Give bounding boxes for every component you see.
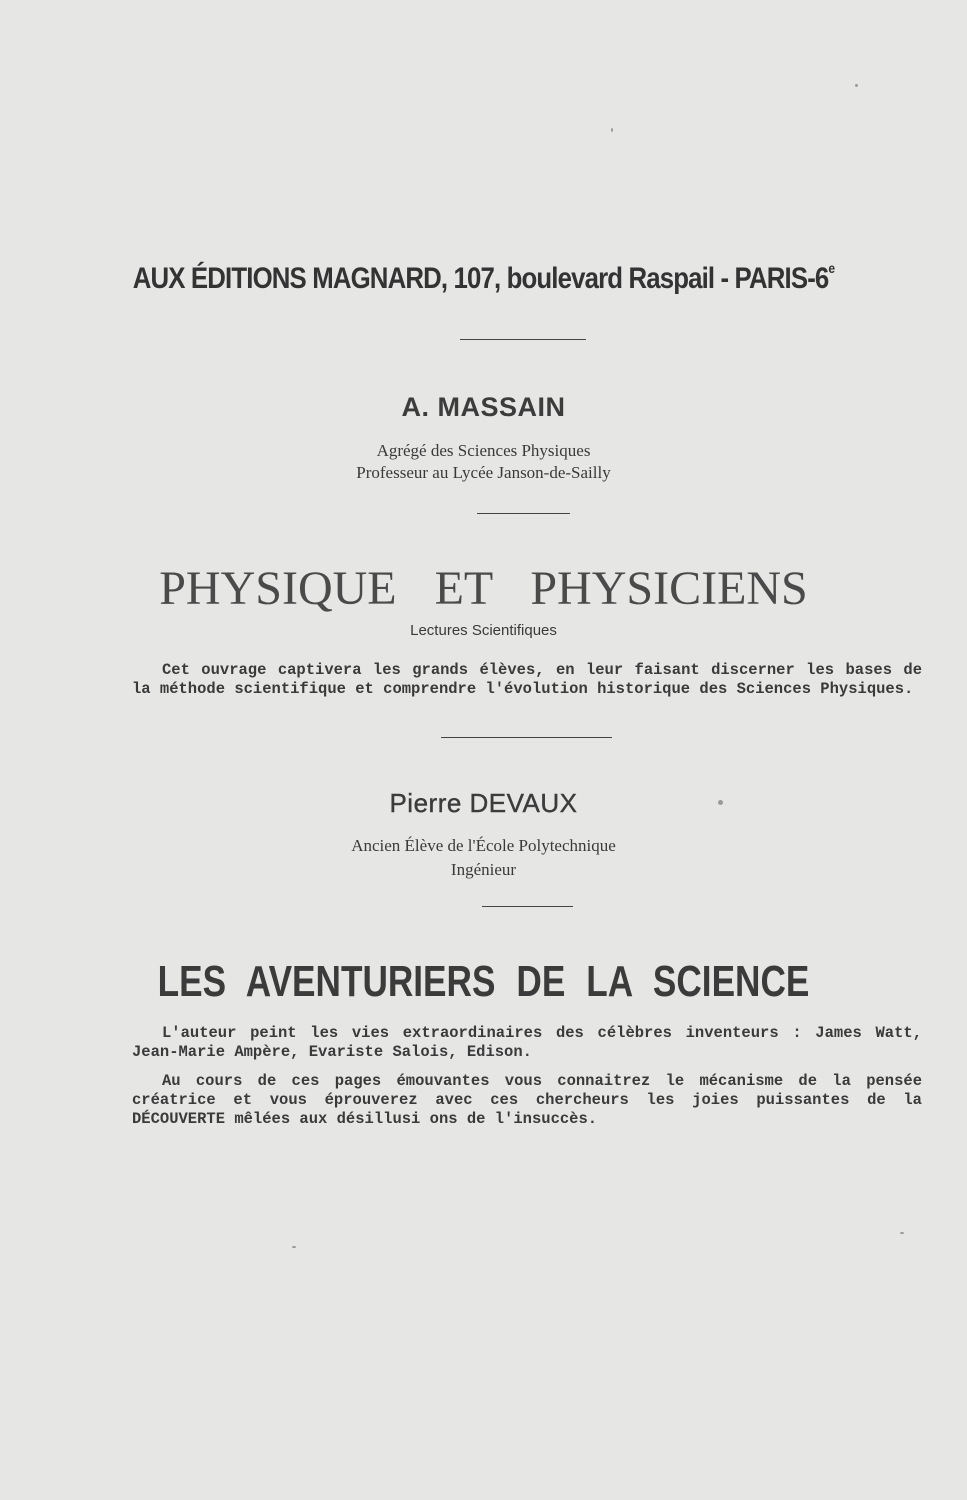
publisher-header	[68, 262, 900, 296]
book-title-text: PHYSIQUE ET PHYSICIENS	[159, 562, 808, 615]
book-subtitle: Lectures Scientifiques	[410, 622, 557, 639]
paper-speck	[718, 800, 723, 805]
author-name: A. MASSAIN	[401, 392, 566, 422]
divider-rule	[477, 513, 570, 514]
paper-speck	[611, 128, 613, 132]
publisher-header-sup: e	[828, 260, 835, 276]
divider-rule	[482, 906, 573, 907]
book-title: LES AVENTURIERS DE LA SCIENCE	[157, 957, 810, 1006]
paper-speck	[855, 84, 858, 87]
author-name: Pierre DEVAUX	[389, 788, 578, 818]
author-credential: Ingénieur	[450, 860, 517, 879]
book-description	[132, 661, 922, 699]
book-description	[132, 1024, 922, 1129]
description-paragraph: L'auteur peint les vies extraordinaires des célèbres inventeurs : James Watt, Jean-Marie Ampère, Evariste Salois, Edison.	[132, 1024, 922, 1061]
description-paragraph: Cet ouvrage captivera les grands élèves, en leur faisant discerner les bases de la méthode scientifique et comprendre l'évolution historique des Sciences Physiques.	[132, 661, 922, 698]
publisher-header-text: AUX ÉDITIONS MAGNARD, 107, boulevard Raspail - PARIS-6	[132, 262, 829, 295]
author-credential: Ancien Élève de l'École Polytechnique	[351, 836, 616, 855]
divider-rule	[441, 737, 612, 738]
divider-rule	[460, 339, 586, 340]
description-paragraph: Au cours de ces pages émouvantes vous connaitrez le mécanisme de la pensée créatrice et vous éprouverez avec ces chercheurs les joies puissantes de la DÉCOUVERTE mêlées aux désillusi ons de l'insuccès.	[132, 1072, 922, 1128]
author-credential: Agrégé des Sciences Physiques	[376, 441, 591, 460]
book-title	[0, 561, 967, 616]
author-credential: Professeur au Lycée Janson-de-Sailly	[356, 463, 611, 482]
paper-speck	[900, 1232, 904, 1234]
paper-speck	[292, 1246, 296, 1248]
